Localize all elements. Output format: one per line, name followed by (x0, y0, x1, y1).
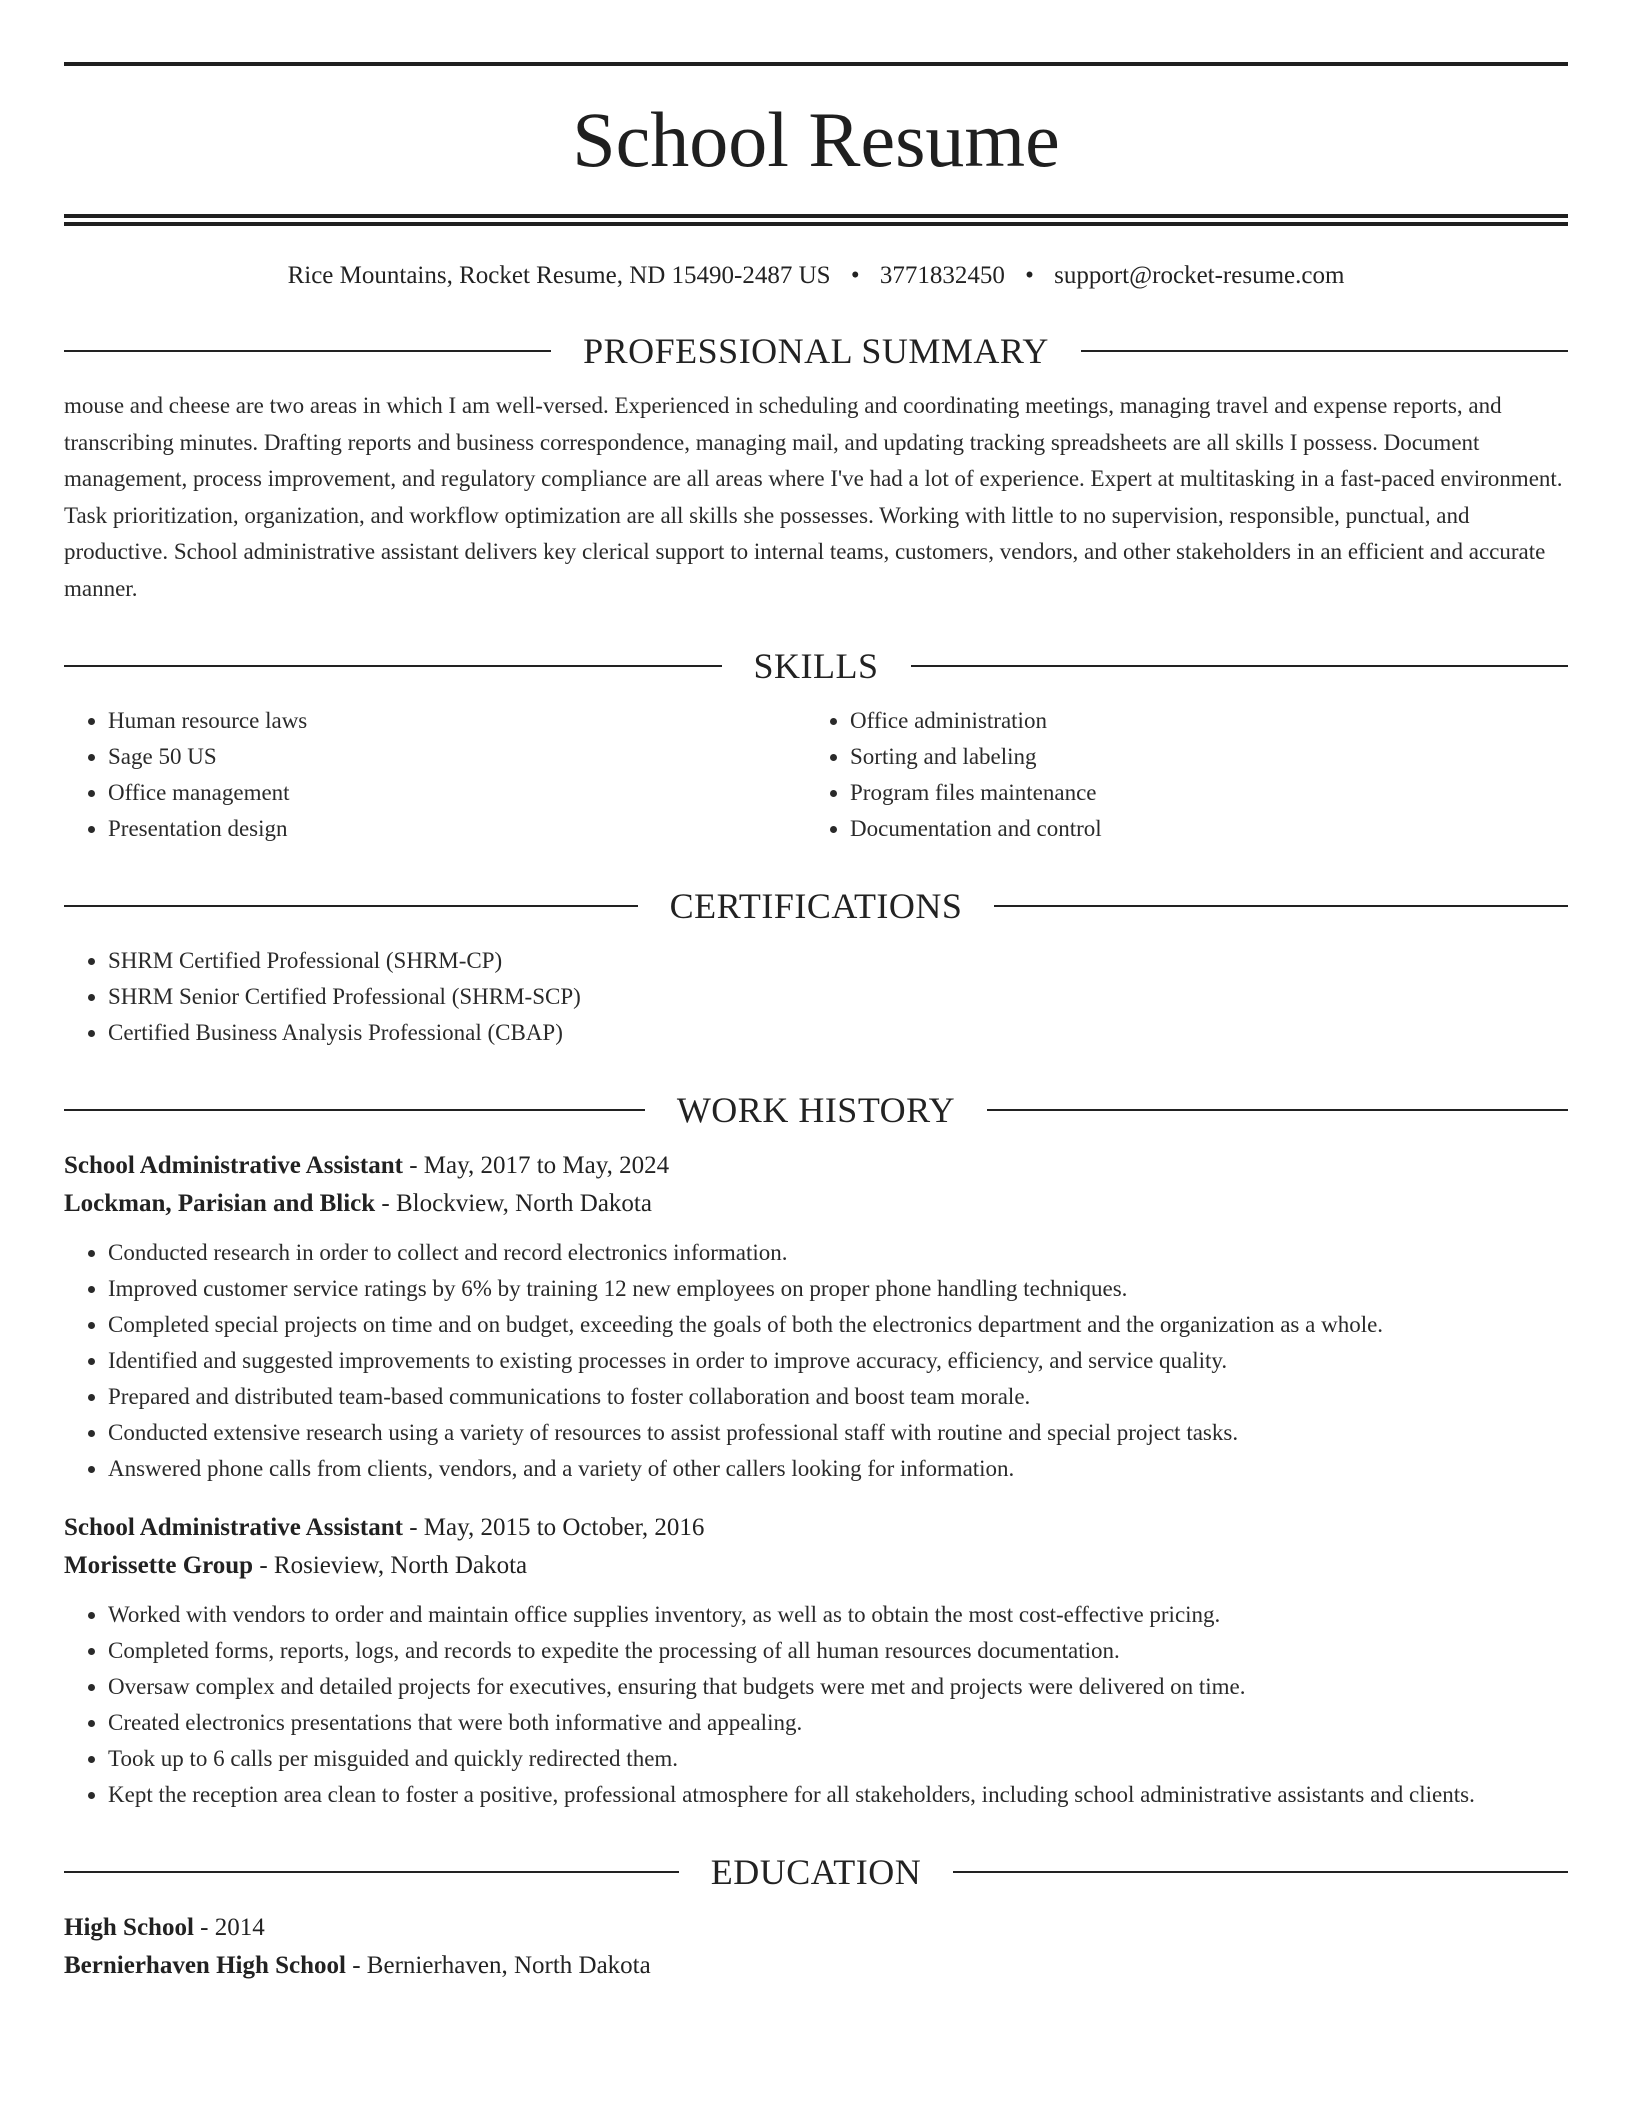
summary-heading (64, 330, 1568, 372)
job-duty-item: • Kept the reception area clean to foster a positive, professional atmosphere for all stakeholders, including school administrative assistants and clients. (108, 1777, 1568, 1813)
heading-rule-right (994, 905, 1568, 907)
skill-item: • Office administration (850, 703, 1548, 739)
education-degree: High School (64, 1914, 194, 1941)
skill-item: • Office management (108, 775, 806, 811)
job-duty-item: • Completed forms, reports, logs, and records to expedite the processing of all human resources documentation. (108, 1633, 1568, 1669)
certification-item: • SHRM Certified Professional (SHRM-CP) (108, 943, 1568, 979)
job-company-line (64, 1185, 1568, 1223)
certifications-heading-label: CERTIFICATIONS (669, 886, 963, 926)
job-title-line (64, 1147, 1568, 1185)
heading-rule-left (64, 1109, 645, 1111)
job-dates: - May, 2017 to May, 2024 (402, 1152, 670, 1179)
job-duty-item: • Improved customer service ratings by 6% by training 12 new employees on proper phone handling techniques. (108, 1271, 1568, 1307)
certification-item: • SHRM Senior Certified Professional (SHRM-SCP) (108, 979, 1568, 1015)
heading-rule-left (64, 1871, 679, 1873)
work-history-heading-label: WORK HISTORY (676, 1090, 956, 1130)
job-company: Morissette Group (64, 1552, 254, 1579)
job-entry (64, 1509, 1568, 1813)
heading-rule-right (1081, 350, 1568, 352)
certifications-heading (64, 885, 1568, 927)
job-duty-item: • Identified and suggested improvements to existing processes in order to improve accuracy, efficiency, and service quality. (108, 1343, 1568, 1379)
skills-column-right (806, 703, 1548, 847)
job-duty-item: • Prepared and distributed team-based communications to foster collaboration and boost team morale. (108, 1379, 1568, 1415)
heading-rule-right (953, 1871, 1568, 1873)
skill-item: • Sorting and labeling (850, 739, 1548, 775)
heading-rule-left (64, 905, 638, 907)
job-dates: - May, 2015 to October, 2016 (402, 1514, 705, 1541)
job-duties (64, 1235, 1568, 1487)
summary-heading-label: PROFESSIONAL SUMMARY (583, 331, 1049, 371)
contact-separator: • (1025, 262, 1034, 289)
education-degree-line (64, 1909, 1568, 1947)
skill-item: • Presentation design (108, 811, 806, 847)
heading-rule-right (987, 1109, 1568, 1111)
education-school: Bernierhaven High School (64, 1952, 346, 1979)
education-year: - 2014 (193, 1914, 265, 1941)
job-company-line (64, 1547, 1568, 1585)
skill-item: • Documentation and control (850, 811, 1548, 847)
heading-rule-left (64, 350, 551, 352)
job-location: - Blockview, North Dakota (375, 1190, 652, 1217)
contact-phone: 3771832450 (879, 262, 1005, 289)
work-history-heading (64, 1089, 1568, 1131)
job-duty-item: • Took up to 6 calls per misguided and quickly redirected them. (108, 1741, 1568, 1777)
contact-address: Rice Mountains, Rocket Resume, ND 15490-2487 US (287, 262, 831, 289)
title-double-rule (64, 214, 1568, 226)
contact-separator: • (850, 262, 860, 289)
skill-item: • Human resource laws (108, 703, 806, 739)
job-duties (64, 1597, 1568, 1813)
certifications-list (64, 943, 1568, 1051)
education-heading (64, 1851, 1568, 1893)
job-duty-item: • Conducted extensive research using a variety of resources to assist professional staff with routine and special project tasks. (108, 1415, 1568, 1451)
job-duty-item: • Answered phone calls from clients, vendors, and a variety of other callers looking for information. (108, 1451, 1568, 1487)
contact-email: support@rocket-resume.com (1054, 262, 1345, 289)
job-duty-item: • Worked with vendors to order and maintain office supplies inventory, as well as to obtain the most cost-effective pricing. (108, 1597, 1568, 1633)
job-company: Lockman, Parisian and Blick (64, 1190, 376, 1217)
resume-page (64, 0, 1568, 1985)
job-duty-item: • Oversaw complex and detailed projects for executives, ensuring that budgets were met and projects were delivered on time. (108, 1669, 1568, 1705)
skills-heading (64, 645, 1568, 687)
skills-heading-label: SKILLS (753, 646, 879, 686)
education-heading-label: EDUCATION (710, 1852, 922, 1892)
summary-text: mouse and cheese are two areas in which I am well-versed. Experienced in scheduling and coordinating meetings, managing travel and expense reports, and transcribing minutes. Drafting reports and business correspondence, managing mail, and updating tracking spreadsheets are all skills I possess. Document management, process improvement, and regulatory compliance are all areas where I've had a lot of experience. Expert at multitasking in a fast-paced environment. Task prioritization, organization, and workflow optimization are all skills she possesses. Working with little to no supervision, responsible, punctual, and productive. School administrative assistant delivers key clerical support to internal teams, customers, vendors, and other stakeholders in an efficient and accurate manner. (64, 393, 1563, 601)
skill-item: • Sage 50 US (108, 739, 806, 775)
page-title: School Resume (572, 96, 1060, 183)
skills-column-left (64, 703, 806, 847)
heading-rule-left (64, 665, 722, 667)
job-entry (64, 1147, 1568, 1487)
education-location: - Bernierhaven, North Dakota (345, 1952, 651, 1979)
education-entry (64, 1909, 1568, 1985)
heading-rule-right (911, 665, 1569, 667)
skills-list (64, 703, 1568, 847)
job-duty-item: • Created electronics presentations that were both informative and appealing. (108, 1705, 1568, 1741)
job-title: School Administrative Assistant (64, 1514, 403, 1541)
contact-line (64, 260, 1568, 292)
job-duty-item: • Conducted research in order to collect and record electronics information. (108, 1235, 1568, 1271)
skill-item: • Program files maintenance (850, 775, 1548, 811)
top-rule (64, 62, 1568, 66)
education-school-line (64, 1947, 1568, 1985)
job-duty-item: • Completed special projects on time and on budget, exceeding the goals of both the electronics department and the organization as a whole. (108, 1307, 1568, 1343)
certification-item: • Certified Business Analysis Professional (CBAP) (108, 1015, 1568, 1051)
job-title-line (64, 1509, 1568, 1547)
job-title: School Administrative Assistant (64, 1152, 403, 1179)
job-location: - Rosieview, North Dakota (253, 1552, 528, 1579)
